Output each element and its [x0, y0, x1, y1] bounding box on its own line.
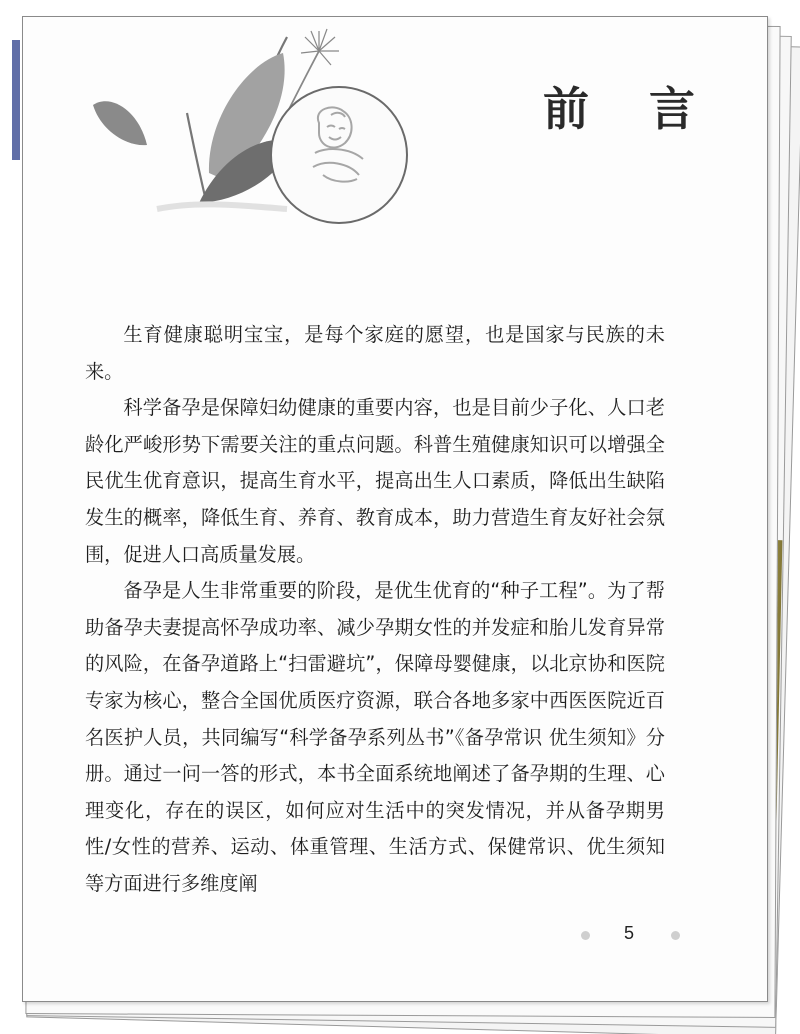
dot-icon: [671, 931, 680, 940]
paragraph-1: 生育健康聪明宝宝，是每个家庭的愿望，也是国家与民族的未来。: [85, 323, 665, 383]
page-title: 前 言: [543, 82, 718, 136]
preface-body: [85, 317, 665, 903]
plants-and-baby-illustration: [87, 23, 427, 233]
dandelion-icon: [301, 29, 339, 65]
dot-icon: [581, 931, 590, 940]
paragraph-2: 科学备孕是保障妇幼健康的重要内容，也是目前少子化、人口老龄化严峻形势下需要关注的重点问题。科普生殖健康知识可以增强全民优生优育意识，提高生育水平，提高出生人口素质，降低出生缺陷发生的概率，降低生育、养育、教育成本，助力营造生育友好社会氛围，促进人口高质量发展。: [85, 396, 665, 566]
portrait-circle: [271, 87, 407, 223]
page-number: 5: [623, 923, 634, 943]
paragraph-3: 备孕是人生非常重要的阶段，是优生优育的“种子工程”。为了帮助备孕夫妻提高怀孕成功率、减少孕期女性的并发症和胎儿发育异常的风险，在备孕道路上“扫雷避坑”，保障母婴健康，以北京协和医院专家为核心，整合全国优质医疗资源，联合各地多家中西医医院近百名医护人员，共同编写“科学备孕系列丛书”《备孕常识 优生须知》分册。通过一问一答的形式，本书全面系统地阐述了备孕期的生理、心理变化，存在的误区，如何应对生活中的突发情况，并从备孕期男性/女性的营养、运动、体重管理、生活方式、保健常识、优生须知等方面进行多维度阐: [85, 579, 665, 895]
ground-shadow: [157, 204, 287, 209]
book-page: [22, 16, 768, 1002]
page-footer: [563, 923, 693, 947]
stem-icon: [187, 113, 207, 205]
left-leaf-icon: [93, 101, 147, 145]
book-cover-edge: [12, 40, 20, 160]
